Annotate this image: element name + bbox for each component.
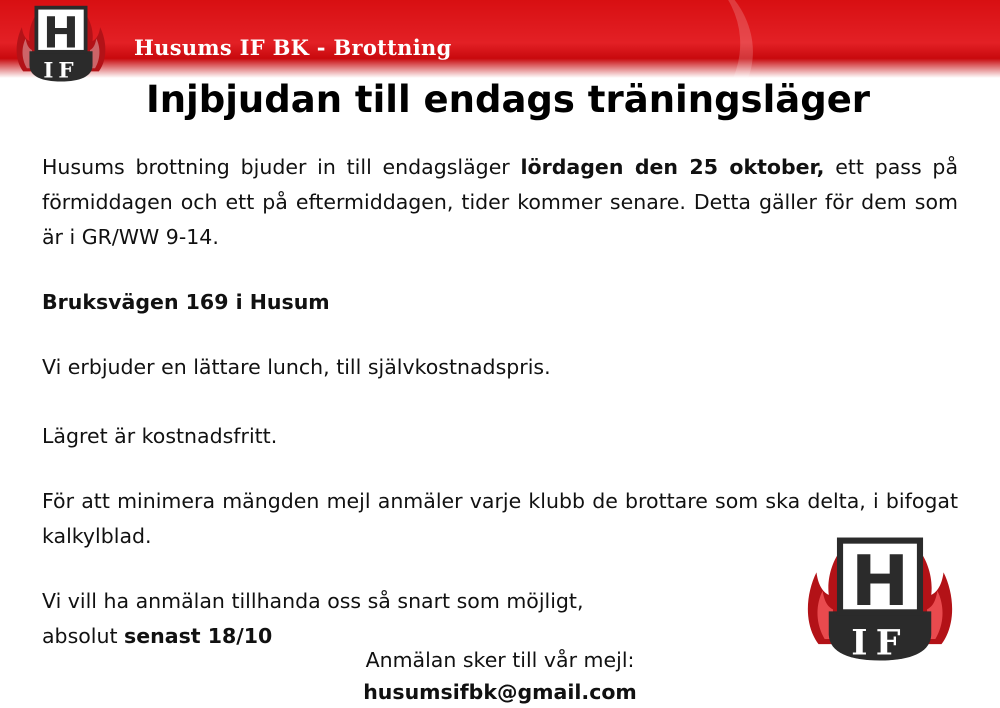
- intro-text-end: ett pass på förmiddagen och ett på eftermiddagen, tider kommer senare. Detta gäller för dem som är i GR/WW 9-14.: [42, 155, 959, 249]
- event-date: lördagen den 25 oktober,: [520, 155, 825, 179]
- logo-small-top-letter: H: [43, 8, 79, 59]
- contact-email: husumsifbk@gmail.com: [363, 680, 637, 704]
- logo-large-bottom-letters: IF: [851, 622, 909, 664]
- logo-large-top-letter: H: [850, 541, 910, 623]
- banner-title: Husums IF BK - Brottning: [134, 35, 452, 60]
- contact-block: [300, 644, 700, 708]
- deadline-line-1: Vi vill ha anmälan tillhanda oss så snart som möjligt,: [42, 589, 584, 613]
- page-title: Injbjudan till endags träningsläger: [145, 78, 871, 121]
- intro-paragraph: [42, 150, 958, 255]
- banner-swoosh-decoration: [538, 0, 775, 78]
- registration-info: För att minimera mängden mejl anmäler varje klubb de brottare som ska delta, i bifogat kalkylblad.: [42, 489, 958, 548]
- lunch-info: Vi erbjuder en lättare lunch, till självkostnadspris.: [42, 355, 551, 379]
- cost-info: Lägret är kostnadsfritt.: [42, 424, 278, 448]
- deadline-date: senast 18/10: [124, 624, 273, 648]
- venue-address: Bruksvägen 169 i Husum: [42, 290, 330, 314]
- intro-text-start: Husums brottning bjuder in till endagsläger: [42, 155, 521, 179]
- club-logo-large: [798, 528, 962, 668]
- header-banner: [0, 0, 1000, 78]
- deadline-prefix: absolut: [42, 624, 125, 648]
- logo-small-bottom-letters: IF: [43, 58, 79, 84]
- contact-label: Anmälan sker till vår mejl:: [365, 648, 635, 672]
- club-logo-small: [10, 2, 112, 84]
